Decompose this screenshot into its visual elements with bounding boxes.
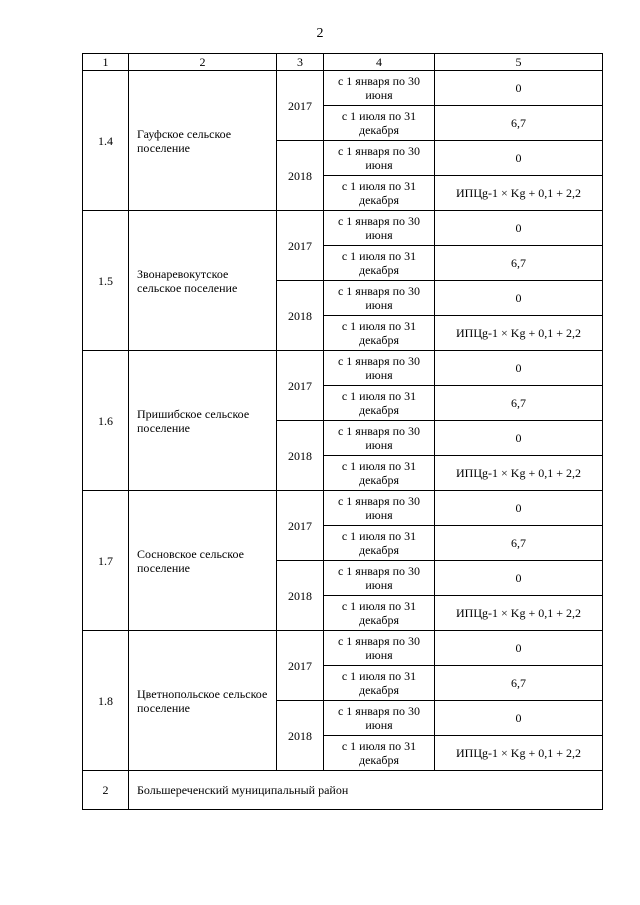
value-cell: 0 (435, 71, 603, 106)
period-cell: с 1 июля по 31 декабря (324, 106, 435, 141)
period-cell: с 1 января по 30 июня (324, 211, 435, 246)
value-cell: 6,7 (435, 106, 603, 141)
year-cell: 2017 (277, 631, 324, 701)
table-row (83, 71, 603, 106)
district-name: Большереченский муниципальный район (129, 771, 603, 810)
tariff-table (82, 53, 603, 810)
value-cell: 6,7 (435, 386, 603, 421)
period-cell: с 1 января по 30 июня (324, 421, 435, 456)
value-cell: ИПЦg-1 × Kg + 0,1 + 2,2 (435, 176, 603, 211)
year-cell: 2018 (277, 281, 324, 351)
year-cell: 2017 (277, 351, 324, 421)
period-cell: с 1 июля по 31 декабря (324, 736, 435, 771)
value-cell: ИПЦg-1 × Kg + 0,1 + 2,2 (435, 316, 603, 351)
year-cell: 2017 (277, 211, 324, 281)
settlement-name: Пришибское сельское поселение (129, 351, 277, 491)
settlement-name: Звонаревокутское сельское поселение (129, 211, 277, 351)
period-cell: с 1 июля по 31 декабря (324, 526, 435, 561)
value-cell: 0 (435, 281, 603, 316)
value-cell: 0 (435, 141, 603, 176)
page-number: 2 (316, 26, 324, 41)
value-cell: 0 (435, 701, 603, 736)
year-cell: 2017 (277, 491, 324, 561)
table-row (83, 491, 603, 526)
year-cell: 2017 (277, 71, 324, 141)
value-cell: 6,7 (435, 666, 603, 701)
value-cell: ИПЦg-1 × Kg + 0,1 + 2,2 (435, 596, 603, 631)
header-cell-1: 1 (83, 54, 129, 71)
period-cell: с 1 января по 30 июня (324, 71, 435, 106)
period-cell: с 1 января по 30 июня (324, 631, 435, 666)
value-cell: 0 (435, 561, 603, 596)
value-cell: 6,7 (435, 526, 603, 561)
row-number: 1.5 (83, 211, 129, 351)
period-cell: с 1 января по 30 июня (324, 351, 435, 386)
period-cell: с 1 января по 30 июня (324, 141, 435, 176)
period-cell: с 1 июля по 31 декабря (324, 316, 435, 351)
settlement-name: Сосновское сельское поселение (129, 491, 277, 631)
row-number: 1.7 (83, 491, 129, 631)
value-cell: 0 (435, 211, 603, 246)
period-cell: с 1 июля по 31 декабря (324, 386, 435, 421)
table-row (83, 211, 603, 246)
header-cell-4: 4 (324, 54, 435, 71)
row-number: 2 (83, 771, 129, 810)
period-cell: с 1 января по 30 июня (324, 701, 435, 736)
year-cell: 2018 (277, 561, 324, 631)
table-row (83, 631, 603, 666)
header-cell-3: 3 (277, 54, 324, 71)
settlement-name: Цветнопольское сельское поселение (129, 631, 277, 771)
period-cell: с 1 июля по 31 декабря (324, 456, 435, 491)
header-cell-2: 2 (129, 54, 277, 71)
header-cell-5: 5 (435, 54, 603, 71)
value-cell: 0 (435, 491, 603, 526)
value-cell: ИПЦg-1 × Kg + 0,1 + 2,2 (435, 456, 603, 491)
settlement-name: Гауфское сельское поселение (129, 71, 277, 211)
row-number: 1.4 (83, 71, 129, 211)
value-cell: 6,7 (435, 246, 603, 281)
period-cell: с 1 июля по 31 декабря (324, 596, 435, 631)
year-cell: 2018 (277, 421, 324, 491)
period-cell: с 1 июля по 31 декабря (324, 666, 435, 701)
table-row-district (83, 771, 603, 810)
row-number: 1.6 (83, 351, 129, 491)
header-row (83, 54, 603, 71)
period-cell: с 1 июля по 31 декабря (324, 176, 435, 211)
table-row (83, 351, 603, 386)
period-cell: с 1 января по 30 июня (324, 281, 435, 316)
value-cell: 0 (435, 351, 603, 386)
value-cell: 0 (435, 631, 603, 666)
period-cell: с 1 июля по 31 декабря (324, 246, 435, 281)
value-cell: ИПЦg-1 × Kg + 0,1 + 2,2 (435, 736, 603, 771)
period-cell: с 1 января по 30 июня (324, 561, 435, 596)
value-cell: 0 (435, 421, 603, 456)
year-cell: 2018 (277, 701, 324, 771)
year-cell: 2018 (277, 141, 324, 211)
row-number: 1.8 (83, 631, 129, 771)
period-cell: с 1 января по 30 июня (324, 491, 435, 526)
